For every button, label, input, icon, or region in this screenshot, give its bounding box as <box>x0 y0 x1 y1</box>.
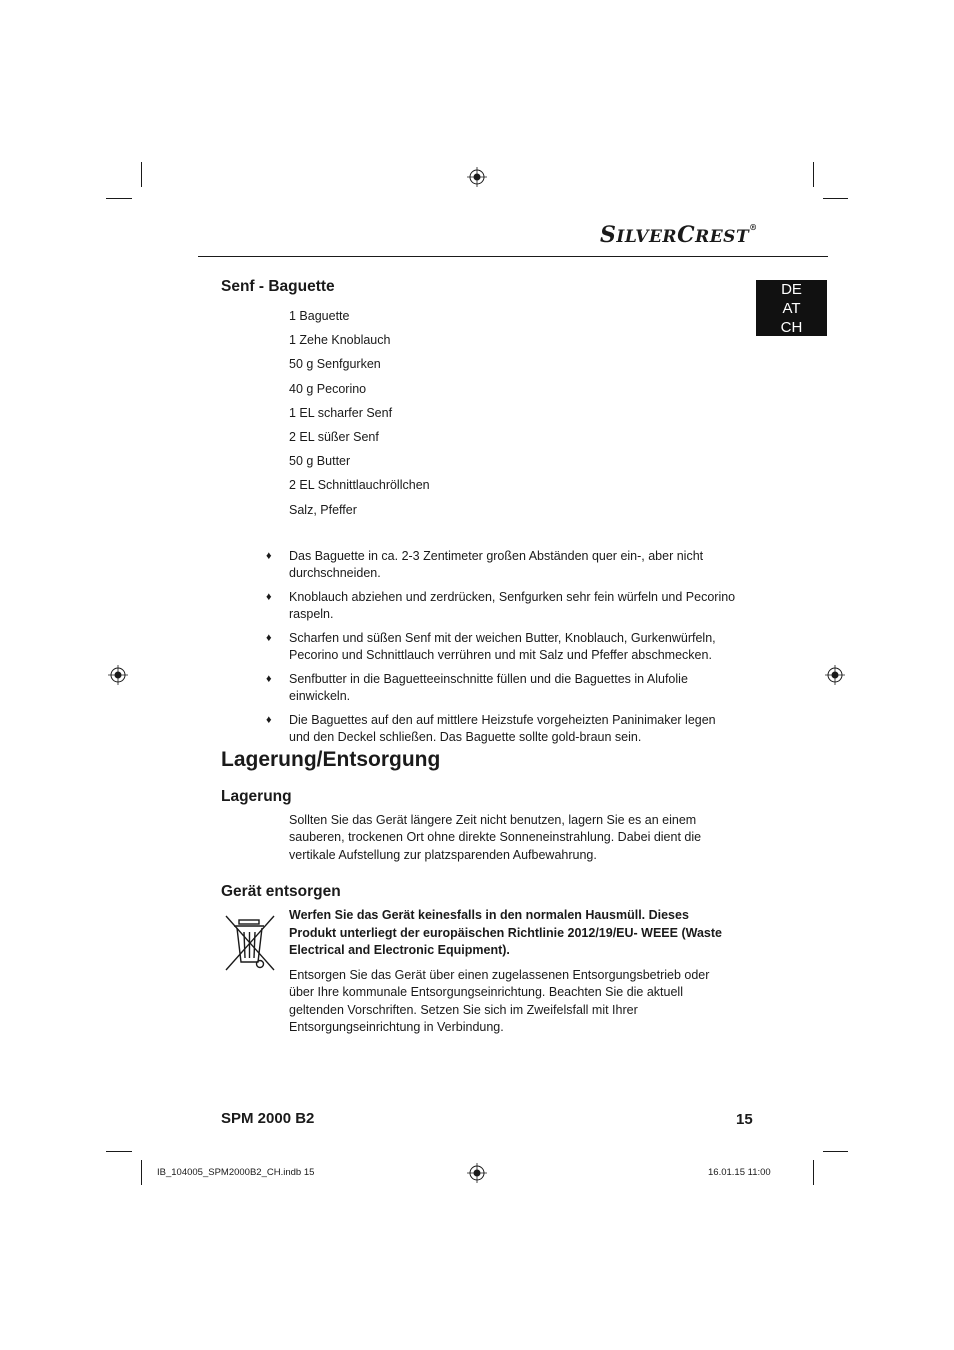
language-ch: CH <box>780 319 803 336</box>
ingredient-item: 50 g Senfgurken <box>289 357 381 372</box>
recipe-title: Senf - Baguette <box>221 278 335 295</box>
registration-mark-right-icon <box>825 665 845 685</box>
step-item <box>262 630 738 664</box>
diamond-bullet-icon: ♦ <box>266 550 272 562</box>
disposal-text: Entsorgen Sie das Gerät über einen zugelassenen Entsorgungsbetrieb oder über Ihre kommunale Entsorgungseinrichtung. Beachten Sie die aktuell geltenden Vorschriften. Setzen Sie sich im Zweifelsfall mit Ihrer Entsorgungseinrichtung in Verbindung. <box>289 968 710 1034</box>
step-text: Senfbutter in die Baguetteeinschnitte füllen und die Baguettes in Alufolie einwickeln. <box>289 672 688 703</box>
diamond-bullet-icon: ♦ <box>266 714 272 726</box>
step-text: Die Baguettes auf den auf mittlere Heizstufe vorgeheizten Paninimaker legen und den Deckel schließen. Das Baguette sollte gold-braun sein. <box>289 713 716 744</box>
ingredient-item: 1 EL scharfer Senf <box>289 405 393 420</box>
crop-mark-bottom-left-h <box>106 1151 132 1152</box>
crop-mark-top-right-h <box>823 198 848 199</box>
language-tab <box>756 280 827 336</box>
ingredient-item: 40 g Pecorino <box>289 381 367 396</box>
storage-title: Lagerung <box>221 788 292 805</box>
ingredient-item: 2 EL süßer Senf <box>289 430 379 445</box>
section-title: Lagerung/Entsorgung <box>221 748 441 771</box>
diamond-bullet-icon: ♦ <box>266 673 272 685</box>
print-slug-file: IB_104005_SPM2000B2_CH.indb 15 <box>157 1167 315 1178</box>
ingredient-item: 1 Baguette <box>289 309 350 323</box>
language-de: DE <box>781 281 802 298</box>
brand-logo: SILVERCREST® <box>600 222 758 248</box>
crop-mark-bottom-left-v <box>141 1160 142 1185</box>
crop-mark-top-left-v <box>141 162 142 187</box>
crop-mark-top-left-h <box>106 198 132 199</box>
ingredient-item: 50 g Butter <box>289 454 351 469</box>
step-item <box>262 671 738 705</box>
ingredient-item: Salz, Pfeffer <box>289 502 357 517</box>
language-at: AT <box>782 300 801 317</box>
diamond-bullet-icon: ♦ <box>266 591 272 603</box>
ingredient-list <box>289 304 430 522</box>
step-text: Knoblauch abziehen und zerdrücken, Senfgurken sehr fein würfeln und Pecorino raspeln. <box>289 590 736 621</box>
model-number: SPM 2000 B2 <box>221 1110 315 1127</box>
crop-mark-bottom-right-v <box>813 1160 814 1185</box>
print-slug-date: 16.01.15 11:00 <box>708 1167 771 1178</box>
storage-text: Sollten Sie das Gerät längere Zeit nicht benutzen, lagern Sie es an einem sauberen, trockenen Ort ohne direkte Sonneneinstrahlung. Dabei dient die vertikale Aufstellung zur platzsparenden Aufbewahrung. <box>289 813 702 862</box>
step-item <box>262 548 738 582</box>
crop-mark-top-right-v <box>813 162 814 187</box>
crossed-out-wheelie-bin-icon <box>222 912 278 974</box>
registration-mark-bottom-icon <box>467 1163 487 1183</box>
disposal-warning: Werfen Sie das Gerät keinesfalls in den normalen Hausmüll. Dieses Produkt unterliegt der europäischen Richtlinie 2012/19/EU- WEEE (Waste Electrical and Electronic Equipment). <box>289 908 722 957</box>
disposal-title: Gerät entsorgen <box>221 883 341 900</box>
ingredient-item: 1 Zehe Knoblauch <box>289 333 391 348</box>
step-text: Das Baguette in ca. 2-3 Zentimeter großen Abständen quer ein-, aber nicht durchschneiden. <box>289 549 704 580</box>
step-text: Scharfen und süßen Senf mit der weichen Butter, Knoblauch, Gurkenwürfeln, Pecorino und Schnittlauch verrühren und mit Salz und Pfeffer abschmecken. <box>289 631 716 662</box>
page-number: 15 <box>736 1111 753 1128</box>
step-list <box>262 548 738 753</box>
crop-mark-bottom-right-h <box>823 1151 848 1152</box>
step-item <box>262 589 738 623</box>
registration-mark-top-icon <box>467 167 487 187</box>
header-divider <box>198 256 828 257</box>
registration-mark-left-icon <box>108 665 128 685</box>
step-item <box>262 712 738 746</box>
ingredient-item: 2 EL Schnittlauchröllchen <box>289 478 430 493</box>
diamond-bullet-icon: ♦ <box>266 632 272 644</box>
